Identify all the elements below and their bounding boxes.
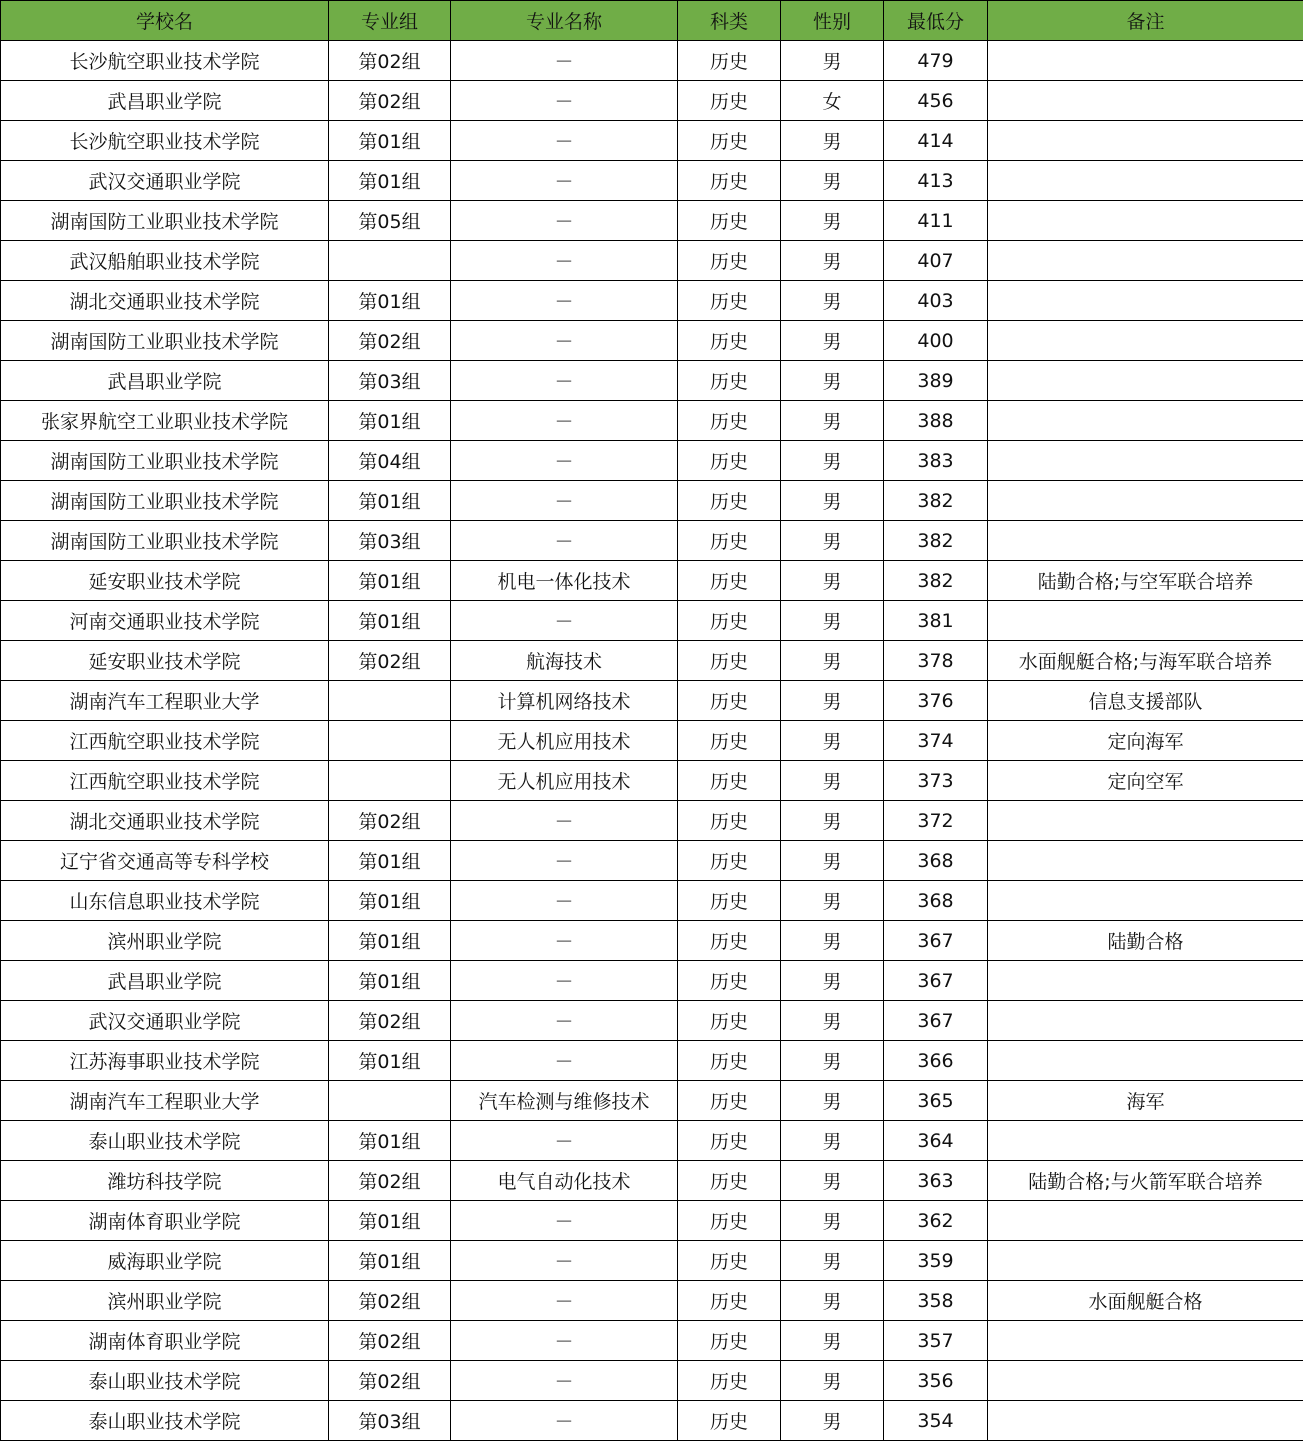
cell-subject-category: 历史: [678, 321, 781, 361]
cell-major-name: 汽车检测与维修技术: [451, 1081, 678, 1121]
table-row: [1, 481, 1303, 521]
cell-min-score: 376: [884, 681, 988, 721]
cell-remarks: [988, 1121, 1303, 1161]
column-header-subject-category: 科类: [678, 1, 781, 41]
cell-subject-category: 历史: [678, 521, 781, 561]
cell-min-score: 413: [884, 161, 988, 201]
cell-major-name: －: [451, 841, 678, 881]
cell-major-group: 第01组: [329, 601, 451, 641]
cell-min-score: 357: [884, 1321, 988, 1361]
cell-gender: 男: [781, 361, 884, 401]
column-header-school-name: 学校名: [1, 1, 329, 41]
cell-gender: 男: [781, 441, 884, 481]
cell-remarks: 定向空军: [988, 761, 1303, 801]
cell-min-score: 367: [884, 961, 988, 1001]
cell-school-name: 延安职业技术学院: [1, 561, 329, 601]
cell-major-name: －: [451, 921, 678, 961]
cell-gender: 男: [781, 681, 884, 721]
cell-major-group: 第01组: [329, 281, 451, 321]
cell-subject-category: 历史: [678, 1241, 781, 1281]
cell-major-name: －: [451, 1201, 678, 1241]
table-row: [1, 241, 1303, 281]
cell-min-score: 382: [884, 561, 988, 601]
cell-min-score: 365: [884, 1081, 988, 1121]
cell-gender: 男: [781, 281, 884, 321]
cell-school-name: 潍坊科技学院: [1, 1161, 329, 1201]
cell-min-score: 368: [884, 881, 988, 921]
cell-subject-category: 历史: [678, 1401, 781, 1441]
cell-min-score: 378: [884, 641, 988, 681]
cell-subject-category: 历史: [678, 561, 781, 601]
cell-remarks: [988, 1001, 1303, 1041]
cell-major-group: 第02组: [329, 41, 451, 81]
table-row: [1, 161, 1303, 201]
cell-min-score: 354: [884, 1401, 988, 1441]
cell-remarks: [988, 281, 1303, 321]
table-row: [1, 681, 1303, 721]
table-row: [1, 921, 1303, 961]
cell-subject-category: 历史: [678, 681, 781, 721]
cell-gender: 女: [781, 81, 884, 121]
cell-subject-category: 历史: [678, 121, 781, 161]
cell-gender: 男: [781, 201, 884, 241]
cell-subject-category: 历史: [678, 441, 781, 481]
cell-gender: 男: [781, 1001, 884, 1041]
cell-school-name: 湖南国防工业职业技术学院: [1, 481, 329, 521]
cell-major-group: 第01组: [329, 1201, 451, 1241]
cell-min-score: 389: [884, 361, 988, 401]
cell-min-score: 456: [884, 81, 988, 121]
cell-school-name: 江西航空职业技术学院: [1, 761, 329, 801]
cell-min-score: 363: [884, 1161, 988, 1201]
cell-min-score: 400: [884, 321, 988, 361]
cell-min-score: 373: [884, 761, 988, 801]
cell-major-name: －: [451, 1121, 678, 1161]
table-row: [1, 1121, 1303, 1161]
cell-school-name: 辽宁省交通高等专科学校: [1, 841, 329, 881]
cell-major-group: 第02组: [329, 81, 451, 121]
cell-major-name: －: [451, 1321, 678, 1361]
table-row: [1, 401, 1303, 441]
cell-major-group: 第01组: [329, 481, 451, 521]
cell-subject-category: 历史: [678, 281, 781, 321]
cell-min-score: 382: [884, 481, 988, 521]
table-row: [1, 601, 1303, 641]
cell-school-name: 湖南国防工业职业技术学院: [1, 521, 329, 561]
cell-subject-category: 历史: [678, 1321, 781, 1361]
cell-subject-category: 历史: [678, 481, 781, 521]
cell-gender: 男: [781, 801, 884, 841]
cell-major-name: －: [451, 201, 678, 241]
table-row: [1, 801, 1303, 841]
table-row: [1, 201, 1303, 241]
cell-remarks: [988, 961, 1303, 1001]
cell-min-score: 382: [884, 521, 988, 561]
cell-major-name: －: [451, 1001, 678, 1041]
cell-school-name: 湖南体育职业学院: [1, 1321, 329, 1361]
cell-school-name: 威海职业学院: [1, 1241, 329, 1281]
cell-major-name: 计算机网络技术: [451, 681, 678, 721]
table-row: [1, 961, 1303, 1001]
cell-major-name: －: [451, 801, 678, 841]
cell-major-group: 第02组: [329, 1361, 451, 1401]
cell-school-name: 延安职业技术学院: [1, 641, 329, 681]
column-header-gender: 性别: [781, 1, 884, 41]
cell-min-score: 479: [884, 41, 988, 81]
cell-major-name: 电气自动化技术: [451, 1161, 678, 1201]
cell-subject-category: 历史: [678, 881, 781, 921]
cell-min-score: 414: [884, 121, 988, 161]
cell-subject-category: 历史: [678, 721, 781, 761]
cell-remarks: [988, 601, 1303, 641]
cell-remarks: [988, 801, 1303, 841]
cell-min-score: 403: [884, 281, 988, 321]
cell-subject-category: 历史: [678, 761, 781, 801]
cell-remarks: [988, 441, 1303, 481]
cell-major-group: 第02组: [329, 1321, 451, 1361]
cell-remarks: [988, 241, 1303, 281]
table-row: [1, 1201, 1303, 1241]
cell-gender: 男: [781, 1161, 884, 1201]
cell-major-group: 第01组: [329, 401, 451, 441]
cell-school-name: 张家界航空工业职业技术学院: [1, 401, 329, 441]
cell-gender: 男: [781, 41, 884, 81]
cell-gender: 男: [781, 721, 884, 761]
table-row: [1, 1041, 1303, 1081]
cell-remarks: [988, 201, 1303, 241]
cell-major-group: 第02组: [329, 321, 451, 361]
cell-remarks: [988, 1321, 1303, 1361]
table-row: [1, 1281, 1303, 1321]
cell-major-group: 第01组: [329, 561, 451, 601]
table-row: [1, 81, 1303, 121]
cell-subject-category: 历史: [678, 961, 781, 1001]
cell-remarks: 信息支援部队: [988, 681, 1303, 721]
cell-major-group: 第03组: [329, 361, 451, 401]
cell-gender: 男: [781, 321, 884, 361]
cell-min-score: 367: [884, 921, 988, 961]
cell-major-name: －: [451, 481, 678, 521]
table-row: [1, 881, 1303, 921]
table-row: [1, 1321, 1303, 1361]
cell-major-name: －: [451, 281, 678, 321]
cell-major-group: [329, 241, 451, 281]
cell-remarks: [988, 841, 1303, 881]
cell-school-name: 滨州职业学院: [1, 921, 329, 961]
cell-major-name: 无人机应用技术: [451, 721, 678, 761]
cell-major-name: －: [451, 241, 678, 281]
cell-subject-category: 历史: [678, 921, 781, 961]
cell-major-group: 第01组: [329, 121, 451, 161]
cell-major-name: －: [451, 361, 678, 401]
cell-subject-category: 历史: [678, 201, 781, 241]
cell-school-name: 武昌职业学院: [1, 81, 329, 121]
table-row: [1, 841, 1303, 881]
cell-min-score: 366: [884, 1041, 988, 1081]
cell-subject-category: 历史: [678, 601, 781, 641]
cell-min-score: 388: [884, 401, 988, 441]
cell-gender: 男: [781, 1361, 884, 1401]
cell-major-name: －: [451, 961, 678, 1001]
cell-gender: 男: [781, 1401, 884, 1441]
cell-gender: 男: [781, 961, 884, 1001]
cell-gender: 男: [781, 841, 884, 881]
cell-gender: 男: [781, 521, 884, 561]
cell-gender: 男: [781, 401, 884, 441]
cell-major-name: 航海技术: [451, 641, 678, 681]
cell-major-name: 无人机应用技术: [451, 761, 678, 801]
cell-school-name: 滨州职业学院: [1, 1281, 329, 1321]
cell-major-group: 第01组: [329, 1241, 451, 1281]
table-row: [1, 521, 1303, 561]
cell-major-name: －: [451, 401, 678, 441]
cell-subject-category: 历史: [678, 841, 781, 881]
cell-major-group: [329, 721, 451, 761]
cell-gender: 男: [781, 161, 884, 201]
cell-major-name: －: [451, 1041, 678, 1081]
cell-school-name: 湖南国防工业职业技术学院: [1, 321, 329, 361]
cell-remarks: [988, 1361, 1303, 1401]
column-header-remarks: 备注: [988, 1, 1303, 41]
cell-major-group: 第01组: [329, 841, 451, 881]
cell-school-name: 武汉交通职业学院: [1, 161, 329, 201]
cell-remarks: 水面舰艇合格: [988, 1281, 1303, 1321]
cell-gender: 男: [781, 761, 884, 801]
cell-major-name: －: [451, 1361, 678, 1401]
cell-subject-category: 历史: [678, 1201, 781, 1241]
cell-major-group: 第01组: [329, 921, 451, 961]
cell-remarks: [988, 41, 1303, 81]
table-row: [1, 361, 1303, 401]
cell-major-group: 第02组: [329, 1281, 451, 1321]
cell-subject-category: 历史: [678, 1001, 781, 1041]
cell-school-name: 长沙航空职业技术学院: [1, 121, 329, 161]
table-header-row: [1, 1, 1303, 41]
cell-school-name: 湖南汽车工程职业大学: [1, 681, 329, 721]
cell-subject-category: 历史: [678, 41, 781, 81]
cell-school-name: 泰山职业技术学院: [1, 1121, 329, 1161]
cell-remarks: 陆勤合格: [988, 921, 1303, 961]
cell-major-name: －: [451, 81, 678, 121]
cell-school-name: 武昌职业学院: [1, 361, 329, 401]
cell-gender: 男: [781, 921, 884, 961]
cell-major-name: －: [451, 121, 678, 161]
cell-school-name: 武昌职业学院: [1, 961, 329, 1001]
cell-major-name: －: [451, 161, 678, 201]
table-row: [1, 761, 1303, 801]
cell-major-group: 第01组: [329, 1041, 451, 1081]
cell-remarks: 海军: [988, 1081, 1303, 1121]
cell-major-group: [329, 1081, 451, 1121]
cell-school-name: 湖北交通职业技术学院: [1, 281, 329, 321]
cell-gender: 男: [781, 1041, 884, 1081]
cell-min-score: 359: [884, 1241, 988, 1281]
cell-min-score: 367: [884, 1001, 988, 1041]
cell-school-name: 泰山职业技术学院: [1, 1401, 329, 1441]
table-row: [1, 321, 1303, 361]
cell-subject-category: 历史: [678, 801, 781, 841]
cell-school-name: 湖南国防工业职业技术学院: [1, 441, 329, 481]
cell-subject-category: 历史: [678, 1161, 781, 1201]
cell-remarks: 陆勤合格;与空军联合培养: [988, 561, 1303, 601]
cell-major-group: 第01组: [329, 961, 451, 1001]
cell-remarks: [988, 321, 1303, 361]
cell-school-name: 江苏海事职业技术学院: [1, 1041, 329, 1081]
cell-school-name: 湖南国防工业职业技术学院: [1, 201, 329, 241]
table-row: [1, 121, 1303, 161]
cell-major-name: －: [451, 321, 678, 361]
cell-major-group: 第02组: [329, 641, 451, 681]
cell-major-group: 第05组: [329, 201, 451, 241]
table-row: [1, 721, 1303, 761]
cell-major-name: －: [451, 1241, 678, 1281]
cell-min-score: 381: [884, 601, 988, 641]
cell-gender: 男: [781, 1321, 884, 1361]
column-header-major-name: 专业名称: [451, 1, 678, 41]
cell-subject-category: 历史: [678, 1121, 781, 1161]
cell-remarks: [988, 1241, 1303, 1281]
cell-major-group: 第01组: [329, 1121, 451, 1161]
cell-gender: 男: [781, 561, 884, 601]
cell-subject-category: 历史: [678, 641, 781, 681]
cell-major-name: －: [451, 881, 678, 921]
cell-major-group: [329, 681, 451, 721]
cell-school-name: 武汉交通职业学院: [1, 1001, 329, 1041]
cell-school-name: 湖南汽车工程职业大学: [1, 1081, 329, 1121]
cell-school-name: 长沙航空职业技术学院: [1, 41, 329, 81]
cell-min-score: 411: [884, 201, 988, 241]
table-row: [1, 1161, 1303, 1201]
cell-subject-category: 历史: [678, 81, 781, 121]
cell-major-name: 机电一体化技术: [451, 561, 678, 601]
cell-remarks: [988, 361, 1303, 401]
cell-major-name: －: [451, 521, 678, 561]
cell-school-name: 泰山职业技术学院: [1, 1361, 329, 1401]
column-header-min-score: 最低分: [884, 1, 988, 41]
cell-major-group: [329, 761, 451, 801]
table-row: [1, 1401, 1303, 1441]
cell-major-group: 第02组: [329, 801, 451, 841]
cell-major-group: 第01组: [329, 881, 451, 921]
column-header-major-group: 专业组: [329, 1, 451, 41]
cell-major-name: －: [451, 1401, 678, 1441]
cell-subject-category: 历史: [678, 161, 781, 201]
cell-min-score: 356: [884, 1361, 988, 1401]
table-row: [1, 1081, 1303, 1121]
cell-gender: 男: [781, 241, 884, 281]
cell-remarks: [988, 161, 1303, 201]
cell-major-group: 第01组: [329, 161, 451, 201]
cell-remarks: 陆勤合格;与火箭军联合培养: [988, 1161, 1303, 1201]
cell-gender: 男: [781, 1121, 884, 1161]
cell-subject-category: 历史: [678, 1041, 781, 1081]
cell-major-name: －: [451, 601, 678, 641]
cell-subject-category: 历史: [678, 401, 781, 441]
table-row: [1, 281, 1303, 321]
cell-gender: 男: [781, 1241, 884, 1281]
cell-min-score: 374: [884, 721, 988, 761]
cell-school-name: 山东信息职业技术学院: [1, 881, 329, 921]
cell-school-name: 河南交通职业技术学院: [1, 601, 329, 641]
table-row: [1, 441, 1303, 481]
cell-school-name: 湖北交通职业技术学院: [1, 801, 329, 841]
cell-major-name: －: [451, 41, 678, 81]
cell-gender: 男: [781, 881, 884, 921]
table-row: [1, 641, 1303, 681]
table-row: [1, 41, 1303, 81]
cell-remarks: 定向海军: [988, 721, 1303, 761]
cell-subject-category: 历史: [678, 241, 781, 281]
cell-remarks: 水面舰艇合格;与海军联合培养: [988, 641, 1303, 681]
cell-major-group: 第02组: [329, 1161, 451, 1201]
cell-school-name: 湖南体育职业学院: [1, 1201, 329, 1241]
cell-subject-category: 历史: [678, 1361, 781, 1401]
cell-gender: 男: [781, 121, 884, 161]
cell-remarks: [988, 1041, 1303, 1081]
cell-remarks: [988, 881, 1303, 921]
cell-major-group: 第03组: [329, 521, 451, 561]
cell-remarks: [988, 481, 1303, 521]
cell-remarks: [988, 521, 1303, 561]
cell-school-name: 武汉船舶职业技术学院: [1, 241, 329, 281]
cell-major-name: －: [451, 441, 678, 481]
cell-min-score: 362: [884, 1201, 988, 1241]
cell-gender: 男: [781, 1281, 884, 1321]
cell-remarks: [988, 1401, 1303, 1441]
cell-subject-category: 历史: [678, 361, 781, 401]
cell-remarks: [988, 121, 1303, 161]
cell-gender: 男: [781, 601, 884, 641]
table-row: [1, 1361, 1303, 1401]
cell-min-score: 368: [884, 841, 988, 881]
cell-min-score: 383: [884, 441, 988, 481]
cell-major-group: 第04组: [329, 441, 451, 481]
cell-gender: 男: [781, 1081, 884, 1121]
cell-remarks: [988, 1201, 1303, 1241]
cell-remarks: [988, 401, 1303, 441]
cell-gender: 男: [781, 641, 884, 681]
cell-min-score: 358: [884, 1281, 988, 1321]
cell-subject-category: 历史: [678, 1081, 781, 1121]
cell-major-group: 第03组: [329, 1401, 451, 1441]
cell-school-name: 江西航空职业技术学院: [1, 721, 329, 761]
cell-remarks: [988, 81, 1303, 121]
cell-min-score: 372: [884, 801, 988, 841]
cell-major-name: －: [451, 1281, 678, 1321]
cell-gender: 男: [781, 481, 884, 521]
table-row: [1, 1001, 1303, 1041]
table-row: [1, 561, 1303, 601]
table-row: [1, 1241, 1303, 1281]
cell-gender: 男: [781, 1201, 884, 1241]
cell-subject-category: 历史: [678, 1281, 781, 1321]
cell-major-group: 第02组: [329, 1001, 451, 1041]
cell-min-score: 364: [884, 1121, 988, 1161]
cell-min-score: 407: [884, 241, 988, 281]
